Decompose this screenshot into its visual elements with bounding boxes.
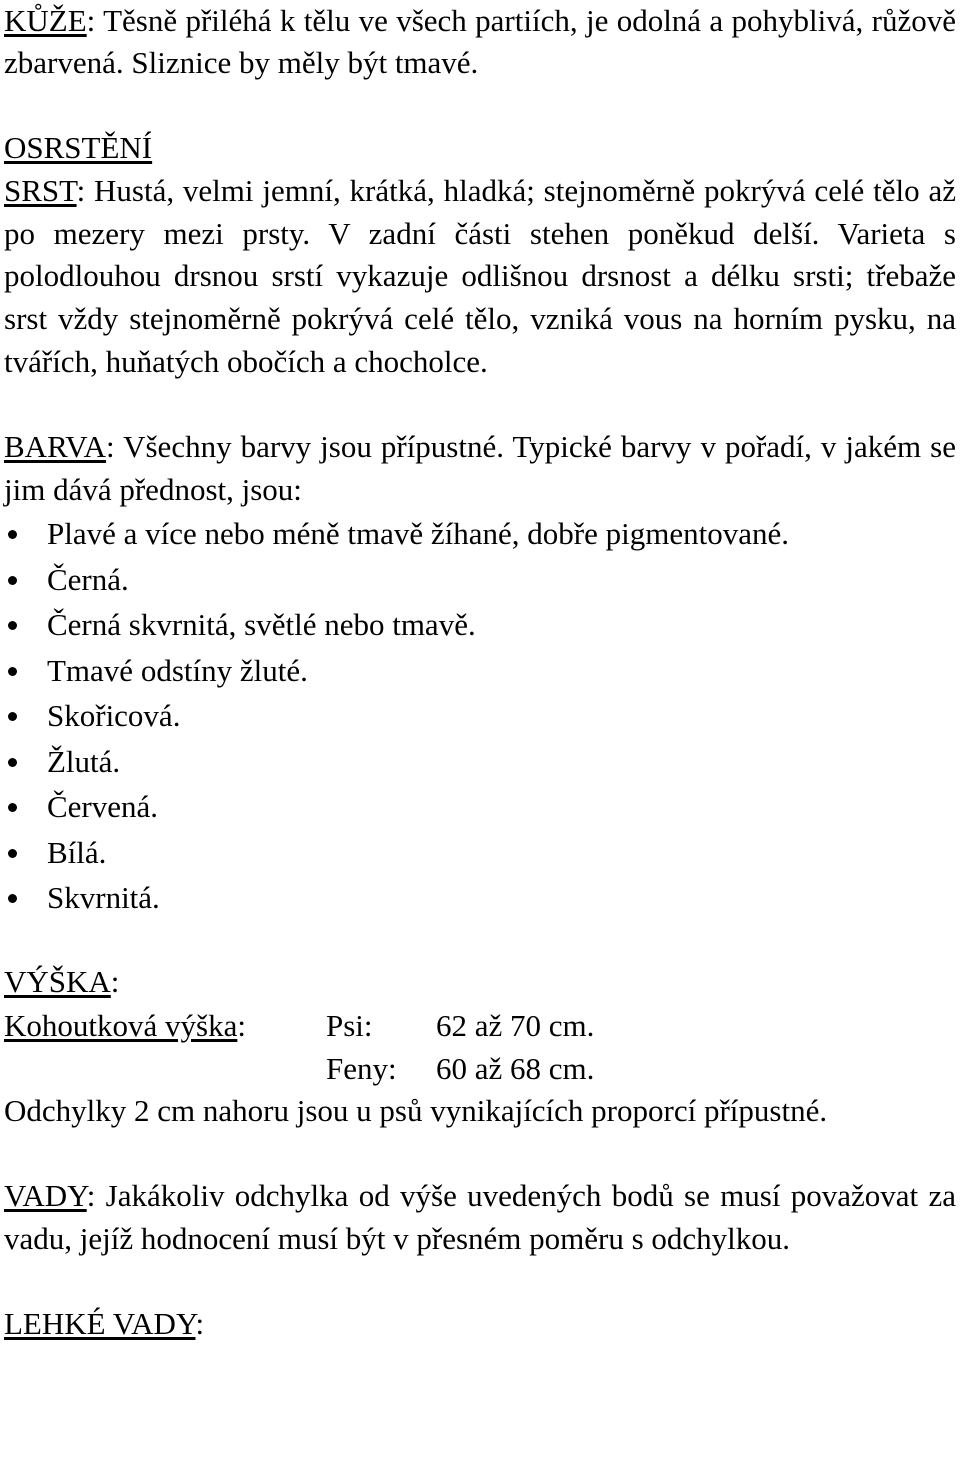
coat-text: : Hustá, velmi jemní, krátká, hladká; stejnoměrně pokrývá celé tělo až po mezery mezi prsty. V zadní části stehen poněkud delší. Varieta s polodlouhou drsnou srstí vykazuje odlišnou drsnost a délku srsti; třebaže srst vždy stejnoměrně pokrývá celé tělo, vzniká vous na horním pysku, na tvářích, huňatých obočích a chocholce. <box>4 172 956 379</box>
height-colon: : <box>110 963 120 999</box>
males-value: 62 až 70 cm. <box>436 1007 595 1043</box>
list-item: Červená. <box>4 784 956 830</box>
skin-paragraph <box>4 0 956 84</box>
list-item: Skořicová. <box>4 693 956 739</box>
height-heading <box>4 961 956 1004</box>
withers-colon: : <box>237 1007 246 1043</box>
height-note: Odchylky 2 cm nahoru jsou u psů vynikajících proporcí přípustné. <box>4 1092 828 1128</box>
skin-text: : Těsně přiléhá k tělu ve všech partiích, je odolná a pohyblivá, růžově zbarvená. Sliznice by měly být tmavé. <box>4 3 956 81</box>
skin-label: KŮŽE <box>4 3 87 38</box>
minor-faults-heading <box>4 1303 956 1346</box>
color-paragraph <box>4 426 956 511</box>
list-item: Černá. <box>4 557 956 603</box>
females-label: Feny: <box>326 1050 397 1086</box>
list-item: Černá skvrnitá, světlé nebo tmavě. <box>4 602 956 648</box>
minor-faults-label: LEHKÉ VADY <box>4 1306 196 1342</box>
withers-label: Kohoutková výška <box>4 1007 238 1043</box>
spacer <box>4 1132 956 1175</box>
list-item: Tmavé odstíny žluté. <box>4 648 956 694</box>
color-text: : Všechny barvy jsou přípustné. Typické barvy v pořadí, v jakém se jim dává přednost, jsou: <box>4 429 956 507</box>
list-item: Bílá. <box>4 830 956 876</box>
list-item: Plavé a více nebo méně tmavě žíhané, dobře pigmentované. <box>4 511 956 557</box>
list-item: Žlutá. <box>4 739 956 785</box>
height-row-females <box>4 1047 956 1090</box>
empty-cell <box>4 1047 326 1090</box>
color-list <box>4 511 956 921</box>
coat-heading: OSRSTĚNÍ <box>4 130 153 166</box>
faults-text: : Jakákoliv odchylka od výše uvedených bodů se musí považovat za vadu, jejíž hodnocení musí být v přesném poměru s odchylkou. <box>4 1178 956 1256</box>
height-label: VÝŠKA <box>4 963 111 999</box>
document-page <box>4 0 956 1346</box>
males-label: Psi: <box>326 1007 373 1043</box>
females-value: 60 až 68 cm. <box>436 1050 595 1086</box>
coat-label: SRST <box>4 172 77 208</box>
faults-paragraph <box>4 1175 956 1260</box>
spacer <box>4 1260 956 1303</box>
spacer <box>4 921 956 961</box>
minor-faults-colon: : <box>195 1306 205 1342</box>
spacer <box>4 84 956 127</box>
list-item: Skvrnitá. <box>4 875 956 921</box>
color-label: BARVA <box>4 429 107 464</box>
faults-label: VADY <box>4 1178 87 1213</box>
coat-paragraph <box>4 170 956 384</box>
spacer <box>4 383 956 426</box>
height-row-males <box>4 1004 956 1047</box>
withers-cell <box>4 1004 326 1047</box>
